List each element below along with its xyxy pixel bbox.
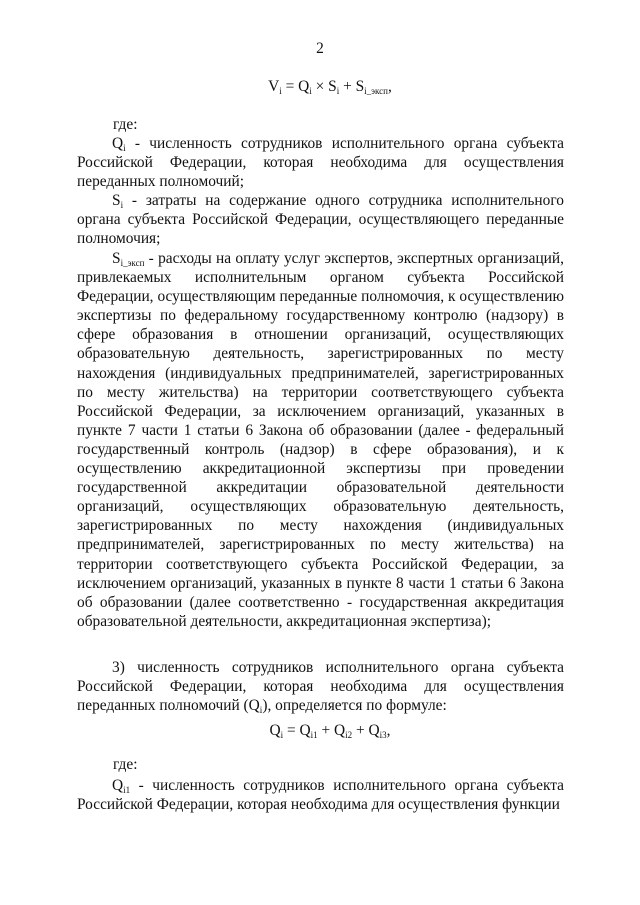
formula-v: $V_i = Q_i \times S_i + S_{i\_эксп}$, — [268, 78, 392, 96]
definition-q: $Q_i$ - численность сотрудников исполнительного органа субъекта Российской Федерации, которая необходима для осуществления переданных полномочий; — [77, 135, 564, 191]
definition-s: $S_i$ - затраты на содержание одного сотрудника исполнительного органа субъекта Российской Федерации, осуществляющего переданные полномочия; — [77, 192, 564, 248]
where-label-2: где: — [113, 756, 138, 773]
formula-q: $Q_i = Q_{i1} + Q_{i2} + Q_{i3}$, — [269, 722, 391, 740]
item-3-paragraph: 3) численность сотрудников исполнительного органа субъекта Российской Федерации, которая необходима для осуществления переданных полномочий $(Q_i)$, определяется по формуле: — [77, 659, 564, 716]
definition-qi1: $Q_{i1}$ - численность сотрудников исполнительного органа субъекта Российской Федерации, которая необходима для осуществления функции — [77, 777, 564, 814]
where-label: где: — [113, 116, 138, 133]
definition-s-eksp: $S_{i\_эксп}$ - расходы на оплату услуг экспертов, экспертных организаций, привлекаемых исполнительным органом субъекта Российской Федерации, осуществляющим переданные полномочия, к осуществлению экспертизы по федеральному государственному контролю (надзору) в сфере образования в отношении организаций, осуществляющих образовательную деятельность, зарегистрированных по месту нахождения (индивидуальных предпринимателей, зарегистрированных по месту жительства) на территории соответствующего субъекта Российской Федерации, за исключением организаций, указанных в пункте 7 части 1 статьи 6 Закона об образовании (далее - федеральный государственный контроль (надзор) в сфере образования), и к осуществлению аккредитационной экспертизы при проведении государственной аккредитации образовательной деятельности организаций, осуществляющих образовательную деятельность, зарегистрированных по месту нахождения (индивидуальных предпринимателей, зарегистрированных по месту жительства) на территории соответствующего субъекта Российской Федерации, за исключением организаций, указанных в пункте 8 части 1 статьи 6 Закона об образовании (далее соответственно - государственная аккредитация образовательной деятельности, аккредитационная экспертиза); — [77, 250, 564, 630]
page-number: 2 — [316, 40, 324, 57]
